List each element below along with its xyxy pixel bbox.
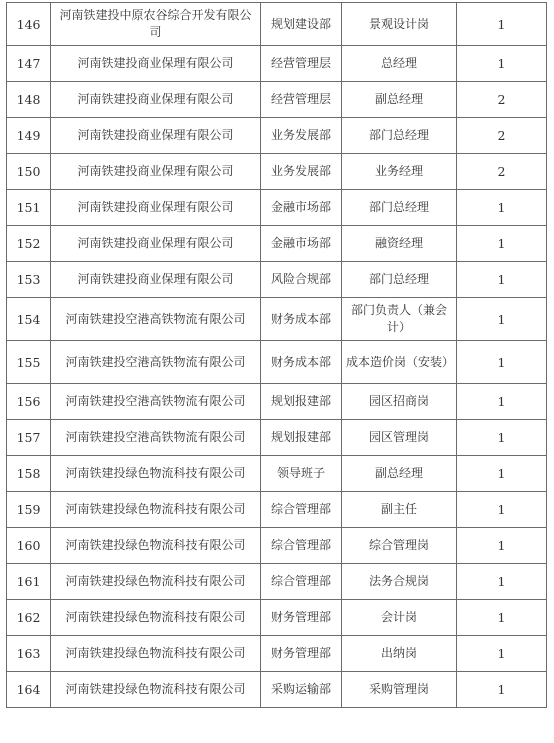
- table-row: [7, 420, 547, 456]
- row-number: 154: [7, 298, 51, 341]
- position-name: 会计岗: [342, 600, 457, 636]
- position-name: 总经理: [342, 46, 457, 82]
- headcount: 1: [457, 3, 547, 46]
- department-name: 综合管理部: [261, 492, 342, 528]
- headcount: 1: [457, 636, 547, 672]
- table-row: [7, 600, 547, 636]
- table-row: [7, 82, 547, 118]
- company-name: 河南铁建投空港高铁物流有限公司: [51, 420, 261, 456]
- row-number: 153: [7, 262, 51, 298]
- position-name: 部门总经理: [342, 118, 457, 154]
- department-name: 金融市场部: [261, 190, 342, 226]
- row-number: 159: [7, 492, 51, 528]
- position-name: 景观设计岗: [342, 3, 457, 46]
- company-name: 河南铁建投空港高铁物流有限公司: [51, 384, 261, 420]
- headcount: 1: [457, 226, 547, 262]
- company-name: 河南铁建投商业保理有限公司: [51, 226, 261, 262]
- company-name: 河南铁建投绿色物流科技有限公司: [51, 672, 261, 708]
- headcount: 2: [457, 82, 547, 118]
- department-name: 业务发展部: [261, 154, 342, 190]
- row-number: 158: [7, 456, 51, 492]
- department-name: 风险合规部: [261, 262, 342, 298]
- row-number: 148: [7, 82, 51, 118]
- table-row: [7, 456, 547, 492]
- company-name: 河南铁建投商业保理有限公司: [51, 154, 261, 190]
- department-name: 采购运输部: [261, 672, 342, 708]
- headcount: 1: [457, 341, 547, 384]
- row-number: 161: [7, 564, 51, 600]
- table-row: [7, 492, 547, 528]
- position-name: 副主任: [342, 492, 457, 528]
- department-name: 财务成本部: [261, 341, 342, 384]
- row-number: 155: [7, 341, 51, 384]
- company-name: 河南铁建投商业保理有限公司: [51, 46, 261, 82]
- position-name: 融资经理: [342, 226, 457, 262]
- headcount: 1: [457, 262, 547, 298]
- headcount: 1: [457, 384, 547, 420]
- headcount: 1: [457, 492, 547, 528]
- department-name: 综合管理部: [261, 564, 342, 600]
- row-number: 151: [7, 190, 51, 226]
- position-name: 出纳岗: [342, 636, 457, 672]
- table-row: [7, 564, 547, 600]
- row-number: 156: [7, 384, 51, 420]
- department-name: 财务成本部: [261, 298, 342, 341]
- position-name: 副总经理: [342, 82, 457, 118]
- department-name: 财务管理部: [261, 600, 342, 636]
- row-number: 164: [7, 672, 51, 708]
- headcount: 2: [457, 118, 547, 154]
- position-name: 业务经理: [342, 154, 457, 190]
- headcount: 1: [457, 564, 547, 600]
- department-name: 规划建设部: [261, 3, 342, 46]
- row-number: 162: [7, 600, 51, 636]
- table-row: [7, 154, 547, 190]
- row-number: 152: [7, 226, 51, 262]
- department-name: 金融市场部: [261, 226, 342, 262]
- headcount: 1: [457, 298, 547, 341]
- position-name: 部门总经理: [342, 262, 457, 298]
- company-name: 河南铁建投中原农谷综合开发有限公司: [51, 3, 261, 46]
- headcount: 1: [457, 456, 547, 492]
- position-name: 副总经理: [342, 456, 457, 492]
- position-name: 园区管理岗: [342, 420, 457, 456]
- table-body: [7, 3, 547, 708]
- headcount: 1: [457, 420, 547, 456]
- table-row: [7, 190, 547, 226]
- table-row: [7, 3, 547, 46]
- row-number: 146: [7, 3, 51, 46]
- company-name: 河南铁建投商业保理有限公司: [51, 190, 261, 226]
- position-name: 成本造价岗（安装）: [342, 341, 457, 384]
- headcount: 1: [457, 672, 547, 708]
- row-number: 150: [7, 154, 51, 190]
- position-name: 采购管理岗: [342, 672, 457, 708]
- headcount: 1: [457, 46, 547, 82]
- row-number: 149: [7, 118, 51, 154]
- table-row: [7, 384, 547, 420]
- position-name: 部门总经理: [342, 190, 457, 226]
- position-name: 部门负责人（兼会计）: [342, 298, 457, 341]
- row-number: 147: [7, 46, 51, 82]
- table-row: [7, 262, 547, 298]
- table-row: [7, 672, 547, 708]
- company-name: 河南铁建投绿色物流科技有限公司: [51, 456, 261, 492]
- headcount: 1: [457, 190, 547, 226]
- headcount: 1: [457, 528, 547, 564]
- department-name: 领导班子: [261, 456, 342, 492]
- company-name: 河南铁建投绿色物流科技有限公司: [51, 528, 261, 564]
- company-name: 河南铁建投绿色物流科技有限公司: [51, 636, 261, 672]
- headcount: 1: [457, 600, 547, 636]
- row-number: 163: [7, 636, 51, 672]
- position-name: 园区招商岗: [342, 384, 457, 420]
- row-number: 160: [7, 528, 51, 564]
- position-name: 综合管理岗: [342, 528, 457, 564]
- table-row: [7, 298, 547, 341]
- department-name: 综合管理部: [261, 528, 342, 564]
- headcount: 2: [457, 154, 547, 190]
- table-row: [7, 341, 547, 384]
- company-name: 河南铁建投商业保理有限公司: [51, 118, 261, 154]
- table-row: [7, 46, 547, 82]
- department-name: 规划报建部: [261, 420, 342, 456]
- position-name: 法务合规岗: [342, 564, 457, 600]
- company-name: 河南铁建投商业保理有限公司: [51, 262, 261, 298]
- company-name: 河南铁建投绿色物流科技有限公司: [51, 600, 261, 636]
- recruitment-table: [6, 2, 547, 708]
- table-row: [7, 636, 547, 672]
- company-name: 河南铁建投绿色物流科技有限公司: [51, 564, 261, 600]
- department-name: 财务管理部: [261, 636, 342, 672]
- table-row: [7, 528, 547, 564]
- department-name: 业务发展部: [261, 118, 342, 154]
- company-name: 河南铁建投空港高铁物流有限公司: [51, 341, 261, 384]
- table-row: [7, 226, 547, 262]
- row-number: 157: [7, 420, 51, 456]
- department-name: 规划报建部: [261, 384, 342, 420]
- department-name: 经营管理层: [261, 82, 342, 118]
- department-name: 经营管理层: [261, 46, 342, 82]
- table-row: [7, 118, 547, 154]
- company-name: 河南铁建投商业保理有限公司: [51, 82, 261, 118]
- company-name: 河南铁建投空港高铁物流有限公司: [51, 298, 261, 341]
- company-name: 河南铁建投绿色物流科技有限公司: [51, 492, 261, 528]
